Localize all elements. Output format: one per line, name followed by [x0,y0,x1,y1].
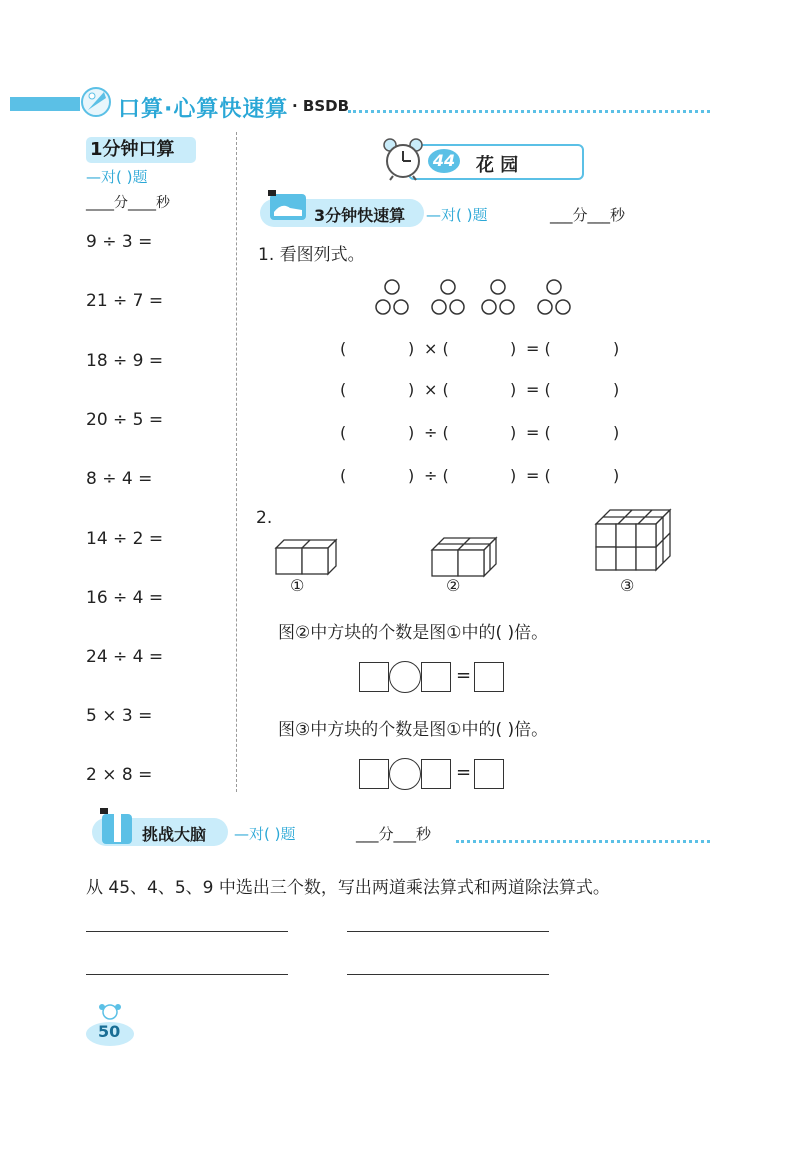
sidebar-score: —对( )题 [86,168,148,186]
answer-line[interactable] [86,974,288,975]
q2-question-1: 图②中方块的个数是图①中的( )倍。 [278,623,549,643]
cube-figure-1 [274,538,338,576]
figure-label: ② [446,576,461,595]
sidebar-title: 1分钟口算 [86,137,196,163]
calc-problem: 2 × 8 = [86,765,153,785]
calc-problem: 16 ÷ 4 = [86,588,164,608]
figure-label: ① [290,576,305,595]
alarm-clock-icon [380,136,426,182]
q2-question-2: 图③中方块的个数是图①中的( )倍。 [278,720,549,740]
answer-box[interactable] [421,759,451,789]
operator-circle[interactable] [389,661,421,693]
paren: ) [613,380,620,399]
equals-sign: = [456,665,472,686]
calc-problem: 9 ÷ 3 = [86,232,153,252]
paren: ) [510,380,517,399]
header-dotted-rule [348,110,710,113]
q2-title: 2. [256,508,273,528]
calc-problem: 5 × 3 = [86,706,153,726]
calc-problem: 8 ÷ 4 = [86,469,153,489]
challenge-score: —对( )题 [234,825,296,843]
paren: ) [510,339,517,358]
series-title: 口算·心算快速算 [118,97,289,122]
operator-circle[interactable] [389,758,421,790]
paren: ) [408,423,415,442]
edition-label: · BSDB [292,97,350,115]
equals: = ( [526,380,551,399]
calc-problem: 21 ÷ 7 = [86,291,164,311]
challenge-dotted-rule [456,840,710,843]
answer-box[interactable] [474,662,504,692]
q1-title: 1. 看图列式。 [258,245,365,265]
operator: × ( [424,380,449,399]
rocket-logo-icon [78,80,118,120]
operator: × ( [424,339,449,358]
operator: ÷ ( [424,466,449,485]
circle-groups-figure [372,278,582,320]
equals: = ( [526,423,551,442]
paren: ) [613,423,620,442]
paren: ( [340,466,347,485]
equation-row [0,423,800,445]
calc-problem: 14 ÷ 2 = [86,529,164,549]
header-bar [10,97,80,111]
equals: = ( [526,466,551,485]
paren: ) [510,466,517,485]
figure-label: ③ [620,576,635,595]
equation-row [0,380,800,402]
lesson-title: 花 园 [476,155,519,176]
page-number: 50 [98,1022,121,1041]
sneaker-icon [266,190,312,226]
answer-box[interactable] [359,759,389,789]
answer-line[interactable] [86,931,288,932]
operator: ÷ ( [424,423,449,442]
cube-figure-3 [594,506,674,576]
calc-problem: 24 ÷ 4 = [86,647,164,667]
challenge-time: ___分___秒 [356,825,432,843]
calc-problem: 20 ÷ 5 = [86,410,164,430]
answer-line[interactable] [347,931,549,932]
quick-score: —对( )题 [426,206,488,224]
answer-box[interactable] [474,759,504,789]
paren: ( [340,339,347,358]
challenge-question: 从 45、4、5、9 中选出三个数，写出两道乘法算式和两道除法算式。 [86,878,610,898]
paren: ( [340,380,347,399]
paren: ) [408,466,415,485]
sidebar-time: ____分____秒 [86,195,170,211]
column-divider [236,132,237,792]
quick-time: ___分___秒 [550,206,626,224]
answer-line[interactable] [347,974,549,975]
equals: = ( [526,339,551,358]
equation-row [0,339,800,361]
challenge-section-label: 挑战大脑 [142,825,207,844]
equation-row [0,466,800,488]
paren: ( [340,423,347,442]
calc-problem: 18 ÷ 9 = [86,351,164,371]
cube-figure-2 [430,536,500,578]
quick-section-label: 3分钟快速算 [314,206,406,225]
paren: ) [613,339,620,358]
paren: ) [408,339,415,358]
equals-sign: = [456,762,472,783]
paren: ) [408,380,415,399]
paren: ) [613,466,620,485]
lesson-number-badge: 44 [428,149,460,173]
giraffe-icon [98,808,138,848]
answer-box[interactable] [421,662,451,692]
paren: ) [510,423,517,442]
answer-box[interactable] [359,662,389,692]
